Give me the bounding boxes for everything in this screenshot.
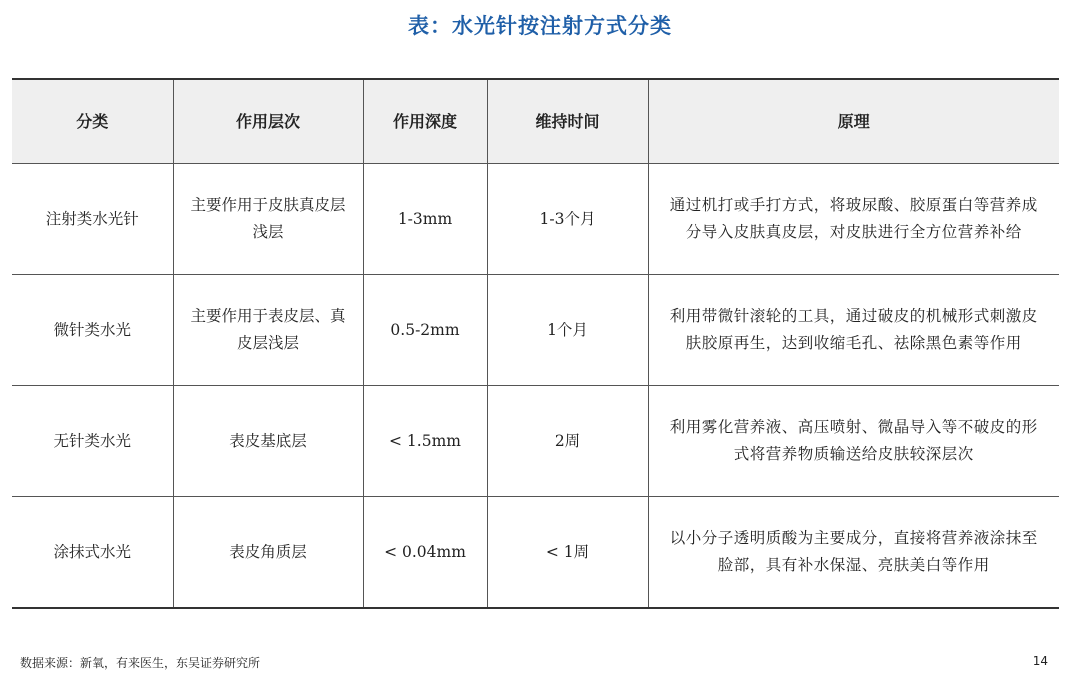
header-duration: 维持时间	[487, 79, 648, 164]
cell-depth: < 1.5mm	[363, 386, 487, 497]
cell-principle: 以小分子透明质酸为主要成分，直接将营养液涂抹至脸部，具有补水保湿、亮肤美白等作用	[648, 497, 1059, 609]
table-row	[12, 386, 1059, 497]
page-number: 14	[1032, 654, 1048, 668]
cell-duration: 1-3个月	[487, 164, 648, 275]
cell-category: 无针类水光	[12, 386, 173, 497]
header-layer: 作用层次	[173, 79, 363, 164]
cell-layer: 表皮基底层	[173, 386, 363, 497]
cell-depth: 0.5-2mm	[363, 275, 487, 386]
table-row	[12, 275, 1059, 386]
table-header-row	[12, 79, 1059, 164]
classification-table	[12, 78, 1059, 609]
source-note: 数据来源：新氧，有来医生，东吴证券研究所	[20, 656, 261, 670]
header-category: 分类	[12, 79, 173, 164]
cell-depth: 1-3mm	[363, 164, 487, 275]
table-row	[12, 164, 1059, 275]
cell-principle: 通过机打或手打方式，将玻尿酸、胶原蛋白等营养成分导入皮肤真皮层，对皮肤进行全方位营养补给	[648, 164, 1059, 275]
cell-layer: 主要作用于表皮层、真皮层浅层	[173, 275, 363, 386]
header-depth: 作用深度	[363, 79, 487, 164]
cell-duration: 1个月	[487, 275, 648, 386]
cell-duration: < 1周	[487, 497, 648, 609]
cell-duration: 2周	[487, 386, 648, 497]
cell-depth: < 0.04mm	[363, 497, 487, 609]
table-row	[12, 497, 1059, 609]
cell-layer: 主要作用于皮肤真皮层浅层	[173, 164, 363, 275]
cell-principle: 利用雾化营养液、高压喷射、微晶导入等不破皮的形式将营养物质输送给皮肤较深层次	[648, 386, 1059, 497]
cell-category: 注射类水光针	[12, 164, 173, 275]
cell-category: 涂抹式水光	[12, 497, 173, 609]
cell-category: 微针类水光	[12, 275, 173, 386]
header-principle: 原理	[648, 79, 1059, 164]
cell-principle: 利用带微针滚轮的工具，通过破皮的机械形式刺激皮肤胶原再生，达到收缩毛孔、祛除黑色素等作用	[648, 275, 1059, 386]
cell-layer: 表皮角质层	[173, 497, 363, 609]
page-title: 表：水光针按注射方式分类	[408, 14, 672, 38]
